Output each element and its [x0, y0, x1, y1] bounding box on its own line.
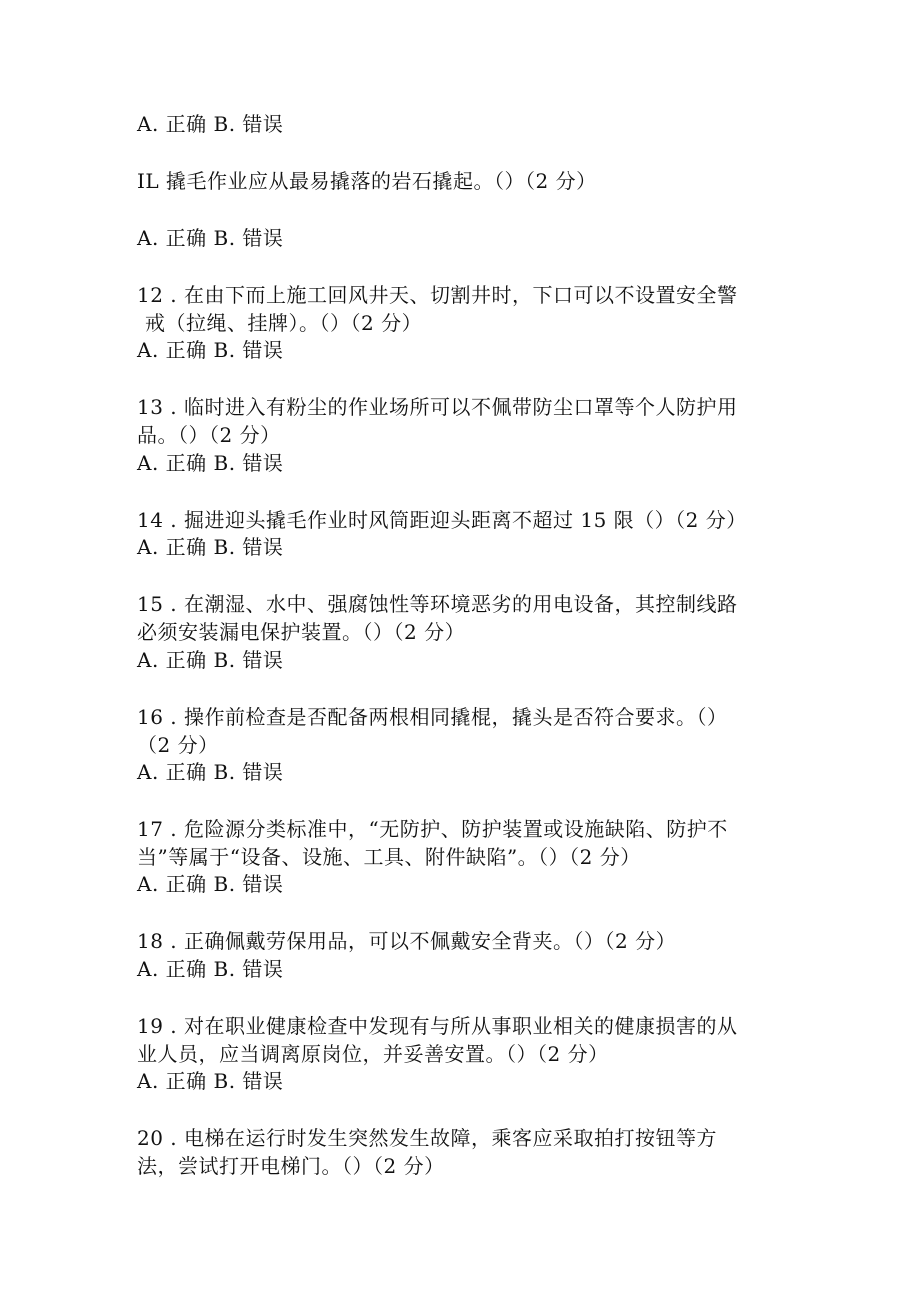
question-17-text-cont: 当”等属于“设备、设施、工具、附件缺陷”。（）（2 分） [137, 845, 641, 869]
answer-options: A. 正确 B. 错误 [137, 648, 284, 672]
question-13-text-cont: 品。（）（2 分） [137, 423, 281, 447]
question-15-text-cont: 必须安装漏电保护装置。（）（2 分） [137, 620, 466, 644]
question-16-text-cont: （2 分） [137, 733, 219, 757]
answer-options: A. 正确 B. 错误 [137, 338, 284, 362]
question-16-text: 16 . 操作前检查是否配备两根相同撬棍，撬头是否符合要求。（） [137, 705, 728, 729]
answer-options: A. 正确 B. 错误 [137, 535, 284, 559]
question-20-text-cont: 法，尝试打开电梯门。（）（2 分） [137, 1154, 445, 1178]
question-19-text-cont: 业人员，应当调离原岗位，并妥善安置。（）（2 分） [137, 1042, 609, 1066]
question-17-text: 17 . 危险源分类标准中，“无防护、防护装置或设施缺陷、防护不 [137, 817, 728, 841]
question-13-text: 13 . 临时进入有粉尘的作业场所可以不佩带防尘口罩等个人防护用 [137, 395, 738, 419]
question-18-text: 18 . 正确佩戴劳保用品，可以不佩戴安全背夹。（）（2 分） [137, 929, 677, 953]
question-19-text: 19 . 对在职业健康检查中发现有与所从事职业相关的健康损害的从 [137, 1014, 738, 1038]
answer-options: A. 正确 B. 错误 [137, 226, 284, 250]
answer-options: A. 正确 B. 错误 [137, 760, 284, 784]
answer-options: A. 正确 B. 错误 [137, 112, 284, 136]
question-11-text: IL 撬毛作业应从最易撬落的岩石撬起。（）（2 分） [137, 169, 597, 193]
answer-options: A. 正确 B. 错误 [137, 872, 284, 896]
answer-options: A. 正确 B. 错误 [137, 451, 284, 475]
question-15-text: 15 . 在潮湿、水中、强腐蚀性等环境恶劣的用电设备，其控制线路 [137, 592, 738, 616]
question-20-text: 20 . 电梯在运行时发生突然发生故障，乘客应采取拍打按钮等方 [137, 1126, 718, 1150]
answer-options: A. 正确 B. 错误 [137, 957, 284, 981]
question-12-text-cont: 戒（拉绳、挂牌）。（）（2 分） [145, 311, 423, 335]
question-12-text: 12 . 在由下而上施工回风井天、切割井时，下口可以不设置安全警 [137, 283, 738, 307]
answer-options: A. 正确 B. 错误 [137, 1069, 284, 1093]
question-14-text: 14 . 掘进迎头撬毛作业时风筒距迎头距离不超过 15 限（）（2 分） [137, 508, 747, 532]
